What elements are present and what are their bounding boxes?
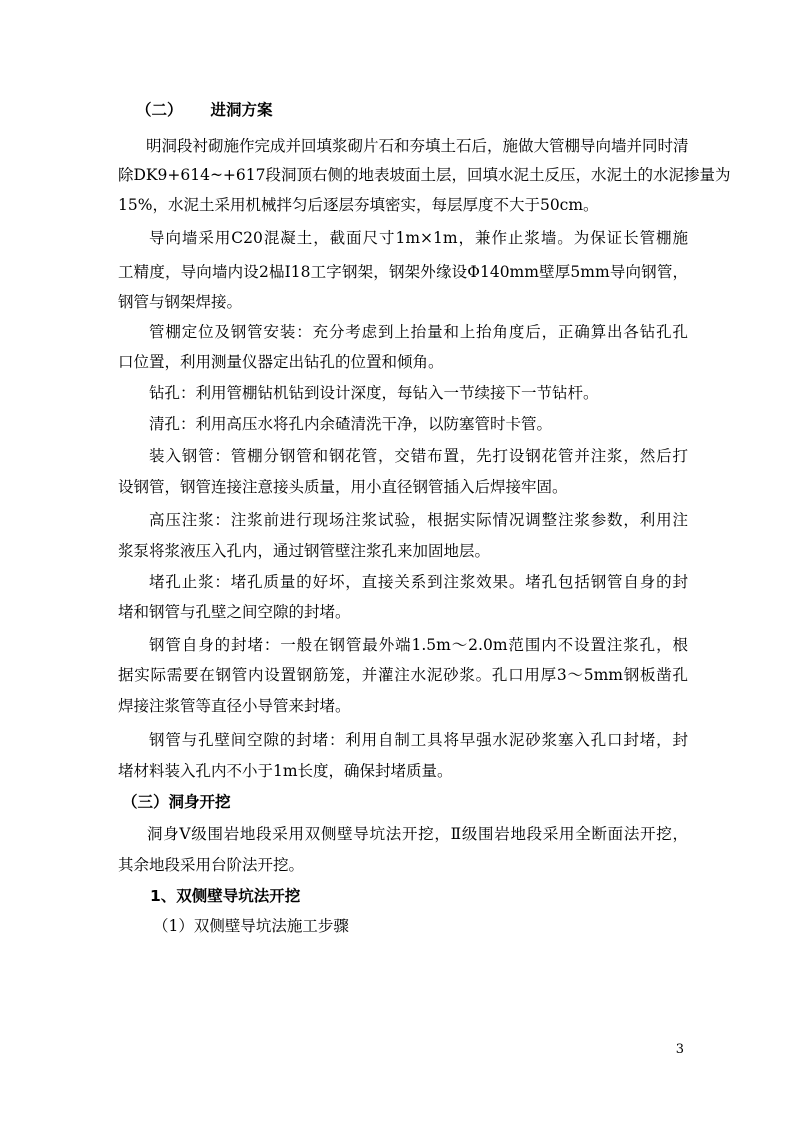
paragraph-line: 除DK9+614~+617段洞顶右侧的地表坡面土层，回填水泥土反压，水泥土的水泥掺量为 bbox=[118, 166, 731, 184]
paragraph-line: 钻孔：利用管棚钻机钻到设计深度，每钻入一节续接下一节钻杆。 bbox=[149, 384, 599, 402]
section-heading-2 bbox=[136, 100, 706, 120]
paragraph-line: 钢管自身的封堵：一般在钢管最外端1.5m～2.0m范围内不设置注浆孔，根 bbox=[149, 636, 688, 654]
paragraph-line: 管棚定位及钢管安装：充分考虑到上抬量和上抬角度后，正确算出各钻孔孔 bbox=[149, 323, 688, 341]
paragraph-line: 15%，水泥土采用机械拌匀后逐层夯填密实，每层厚度不大于50cm。 bbox=[118, 196, 599, 214]
paragraph-line: 据实际需要在钢管内设置钢筋笼，并灌注水泥砂浆。孔口用厚3～5mm钢板凿孔 bbox=[118, 666, 688, 684]
paragraph-line: 洞身Ⅴ级围岩地段采用双侧壁导坑法开挖，Ⅱ级围岩地段采用全断面法开挖， bbox=[147, 825, 688, 843]
paragraph-line: 钢管与钢架焊接。 bbox=[118, 293, 243, 311]
subsection-heading: 1、双侧壁导坑法开挖 bbox=[150, 887, 301, 905]
paragraph-line: 清孔：利用高压水将孔内余碴清洗干净，以防塞管时卡管。 bbox=[149, 415, 553, 433]
paragraph-line: 装入钢管：管棚分钢管和钢花管，交错布置，先打设钢花管并注浆，然后打 bbox=[149, 447, 688, 465]
section-heading-2-title: 进洞方案 bbox=[210, 101, 273, 119]
paragraph-line: 导向墙采用C20混凝土，截面尺寸1m×1m，兼作止浆墙。为保证长管棚施 bbox=[149, 229, 688, 247]
section-heading-2-number: （二） bbox=[136, 101, 183, 119]
paragraph-line: 其余地段采用台阶法开挖。 bbox=[118, 856, 305, 874]
paragraph-line: 设钢管，钢管连接注意接头质量，用小直径钢管插入后焊接牢固。 bbox=[118, 478, 568, 496]
paragraph-line: 浆泵将浆液压入孔内，通过钢管壁注浆孔来加固地层。 bbox=[118, 542, 491, 560]
paragraph-line: 堵材料装入孔内不小于1m长度，确保封堵质量。 bbox=[118, 762, 453, 780]
subsection-item: （1）双侧壁导坑法施工步骤 bbox=[153, 917, 349, 935]
paragraph-line: 堵和钢管与孔壁之间空隙的封堵。 bbox=[118, 603, 351, 621]
paragraph-line: 堵孔止浆：堵孔质量的好坏，直接关系到注浆效果。堵孔包括钢管自身的封 bbox=[149, 573, 688, 591]
paragraph-line: 高压注浆：注浆前进行现场注浆试验，根据实际情况调整注浆参数，利用注 bbox=[149, 511, 688, 529]
paragraph-line: 焊接注浆管等直径小导管来封堵。 bbox=[118, 697, 351, 715]
paragraph-line: 口位置，利用测量仪器定出钻孔的位置和倾角。 bbox=[118, 353, 444, 371]
paragraph-line: 工精度，导向墙内设2榀I18工字钢架，钢架外缘设Φ140mm壁厚5mm导向钢管， bbox=[118, 263, 688, 281]
paragraph-line: 明洞段衬砌施作完成并回填浆砌片石和夯填土石后，施做大管棚导向墙并同时清 bbox=[146, 137, 689, 155]
paragraph-line: 钢管与孔壁间空隙的封堵：利用自制工具将早强水泥砂浆塞入孔口封堵，封 bbox=[149, 731, 688, 749]
section-heading-3: （三）洞身开挖 bbox=[122, 793, 231, 811]
page-number: 3 bbox=[675, 1042, 684, 1057]
